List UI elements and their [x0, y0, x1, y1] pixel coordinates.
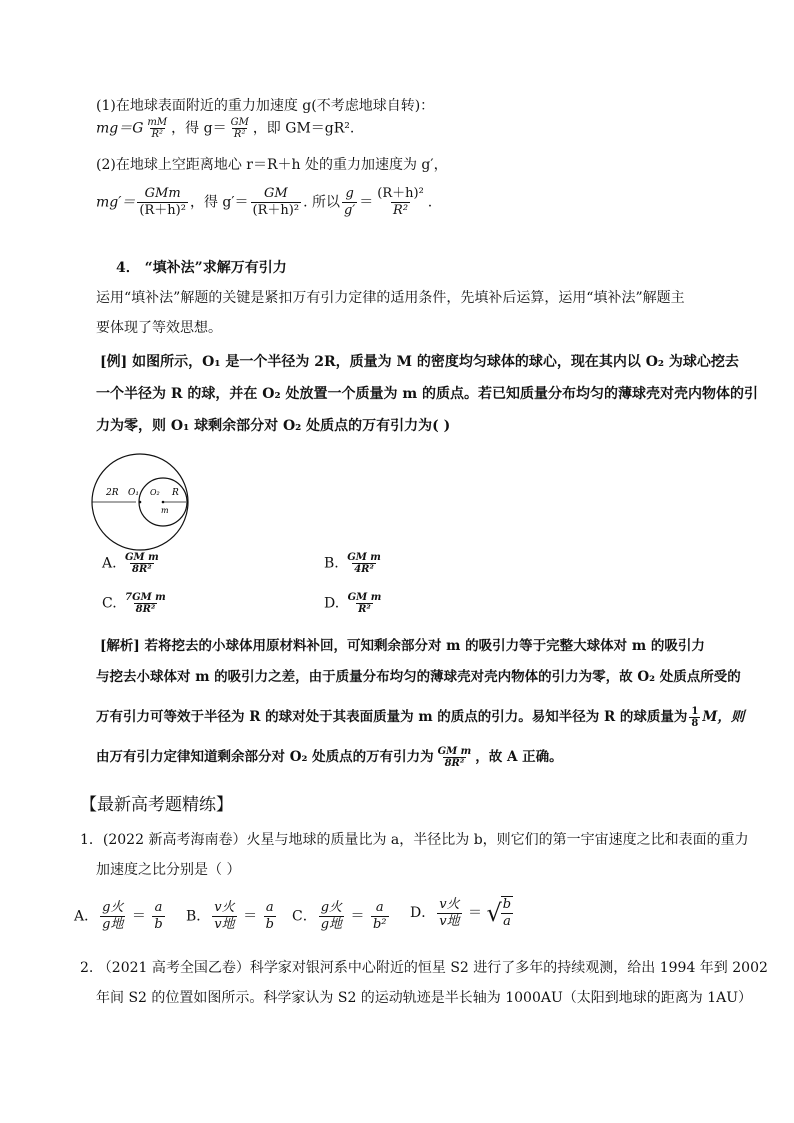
eq-part: ＝ — [359, 194, 374, 211]
option-letter: B． — [186, 908, 211, 925]
fraction — [145, 117, 169, 140]
numerator: a — [375, 900, 384, 915]
option-a — [102, 552, 163, 575]
option-d — [324, 592, 385, 615]
fraction — [123, 552, 161, 575]
numerator: GM — [230, 117, 249, 128]
denominator: R² — [233, 129, 246, 140]
numerator: mM — [147, 117, 168, 128]
example-line: 力为零，则 O₁ 球剩余部分对 O₂ 处质点的万有引力为( ) — [96, 418, 451, 434]
numerator: a — [265, 900, 274, 915]
fraction — [436, 746, 474, 769]
numerator: GM m — [347, 592, 382, 603]
fraction — [375, 186, 426, 219]
numerator: GM m — [347, 552, 381, 563]
option-letter: C． — [292, 908, 317, 925]
numerator: 1 — [691, 706, 699, 717]
paragraph-line: 要体现了等效思想。 — [96, 320, 222, 336]
denominator: 8R² — [132, 564, 152, 575]
option-letter: B. — [324, 555, 339, 572]
question-line: 加速度之比分别是（ ） — [96, 862, 241, 878]
section-heading: 【最新高考题精练】 — [80, 795, 233, 815]
sphere-figure — [88, 450, 208, 555]
analysis-text: 万有引力可等效于半径为 R 的球对处于其表面质量为 m 的质点的引力。易知半径为 R 的球质量为 — [96, 709, 688, 725]
center-O1-dot — [139, 501, 142, 504]
fraction — [212, 900, 236, 933]
denominator: R² — [151, 129, 164, 140]
question-line: 2. （2021 高考全国乙卷）科学家对银河系中心附近的恒星 S2 进行了多年的持续观测，给出 1994 年到 2002 — [80, 960, 768, 976]
fraction — [137, 186, 188, 219]
fraction — [152, 900, 164, 933]
eq-part: mg′＝ — [96, 194, 136, 211]
option-letter: A． — [74, 908, 99, 925]
derivation-line-4 — [96, 186, 432, 219]
fraction — [123, 592, 168, 615]
option-letter: A. — [102, 555, 117, 572]
fraction — [437, 897, 461, 930]
option-letter: D. — [324, 595, 340, 612]
label-O1: O₁ — [128, 488, 139, 498]
fraction — [229, 117, 251, 140]
derivation-line-2 — [96, 117, 354, 140]
fraction — [346, 592, 384, 615]
option-c — [102, 592, 170, 615]
denominator: 8 — [691, 718, 699, 729]
fraction — [342, 186, 357, 219]
numerator: g火 — [102, 900, 124, 915]
option-letter: D． — [410, 905, 436, 921]
numerator: GMm — [144, 186, 181, 201]
q1-option-b: B． $\frac{\text{v火}}{\text{v地}}$ ＝ $\frac{a}{b}$ — [186, 900, 274, 932]
numerator: a — [154, 900, 163, 915]
denominator: R² — [393, 203, 409, 218]
numerator: b — [502, 897, 512, 912]
derivation-line-1: (1)在地球表面附近的重力加速度 g(不考虑地球自转)： — [96, 98, 435, 114]
denominator: b — [154, 917, 163, 932]
label-O2: O₂ — [150, 488, 160, 497]
fraction — [100, 900, 125, 933]
fraction — [264, 900, 276, 933]
eq-tail: ，即 GM＝gR². — [252, 120, 355, 137]
question-line: 1．(2022 新高考海南卷）火星与地球的质量比为 a，半径比为 b，则它们的第一宇宙速度之比和表面的重力 — [80, 832, 749, 848]
numerator: v火 — [439, 896, 460, 912]
denominator: b — [265, 917, 274, 932]
example-line: [例] 如图所示，O₁ 是一个半径为 2R，质量为 M 的密度均匀球体的球心，现在其内以 O₂ 为球心挖去 — [100, 354, 739, 370]
denominator: b² — [372, 917, 387, 932]
eq-part: ，得 g′＝ — [189, 194, 249, 211]
analysis-line: [解析] 若将挖去的小球体用原材料补回，可知剩余部分对 m 的吸引力等于完整大球体对 m 的吸引力 — [100, 638, 705, 654]
derivation-line-3: (2)在地球上空距离地心 r＝R＋h 处的重力加速度为 g′， — [96, 157, 448, 173]
denominator: 4R² — [354, 564, 374, 575]
label-2R: 2R — [106, 488, 119, 498]
analysis-line — [96, 746, 563, 769]
numerator: GM — [263, 186, 288, 201]
denominator: 8R² — [135, 604, 156, 615]
denominator: (R＋h)² — [139, 203, 186, 218]
center-O2-dot — [162, 501, 165, 504]
fraction — [371, 900, 389, 933]
numerator: v火 — [214, 900, 235, 915]
eq-part: . — [427, 194, 433, 211]
question-line: 年间 S2 的位置如图所示。科学家认为 S2 的运动轨迹是半长轴为 1000AU（太阳到地球的距离为 1AU） — [96, 990, 753, 1006]
q1-option-d: D． $\frac{\text{v火}}{\text{v地}}$ ＝ √ $\frac{b}{a}$ — [410, 896, 515, 930]
sqrt-expression — [487, 896, 516, 930]
denominator: 8R² — [444, 758, 465, 769]
numerator: (R＋h)² — [377, 186, 424, 201]
denominator: a — [503, 914, 511, 929]
analysis-text: 由万有引力定律知道剩余部分对 O₂ 处质点的万有引力为 — [96, 749, 434, 765]
fraction — [345, 552, 383, 575]
numerator: g火 — [320, 900, 343, 915]
q1-option-a: A． $\frac{\text{g火}}{\text{g地}}$ ＝ $\frac{a}{b}$ — [74, 900, 163, 932]
eq-lhs: mg＝G — [96, 120, 144, 137]
eq-mid: ，得 g＝ — [171, 120, 227, 137]
fraction — [689, 706, 700, 729]
section-title: 4． “填补法”求解万有引力 — [116, 260, 287, 276]
denominator: R² — [358, 604, 371, 615]
fraction — [251, 186, 302, 219]
fraction — [319, 900, 344, 933]
numerator: GM m — [437, 746, 472, 757]
numerator: 7GM m — [125, 592, 166, 603]
denominator: v地 — [214, 917, 235, 932]
label-m: m — [161, 506, 169, 515]
numerator: g — [345, 186, 354, 201]
analysis-line: 与挖去小球体对 m 的吸引力之差，由于质量分布均匀的薄球壳对壳内物体的引力为零，故 O₂ 处质点所受的 — [96, 669, 741, 685]
fraction — [501, 896, 513, 930]
q1-option-c: C． $\frac{\text{g火}}{\text{g地}}$ ＝ $\frac{a}{\text{b²}}$ — [292, 900, 387, 932]
sqrt-icon: √ — [486, 899, 502, 927]
numerator: GM m — [125, 552, 159, 563]
option-letter: C. — [102, 595, 117, 612]
denominator: g地 — [102, 917, 124, 932]
analysis-text: ，故 A 正确。 — [475, 749, 563, 765]
label-R: R — [172, 488, 179, 498]
paragraph-line: 运用“填补法”解题的关键是紧扣万有引力定律的适用条件，先填补后运算，运用“填补法”解题主 — [96, 290, 685, 306]
eq-part: . 所以 — [303, 194, 340, 211]
denominator: g地 — [320, 917, 343, 932]
example-line: 一个半径为 R 的球，并在 O₂ 处放置一个质量为 m 的质点。若已知质量分布均匀的薄球壳对壳内物体的引 — [96, 386, 759, 402]
denominator: (R＋h)² — [252, 203, 300, 218]
denominator: g′ — [343, 203, 356, 218]
denominator: v地 — [439, 913, 460, 929]
analysis-text: M，则 — [702, 709, 745, 725]
option-b — [324, 552, 385, 575]
analysis-line — [96, 706, 744, 729]
